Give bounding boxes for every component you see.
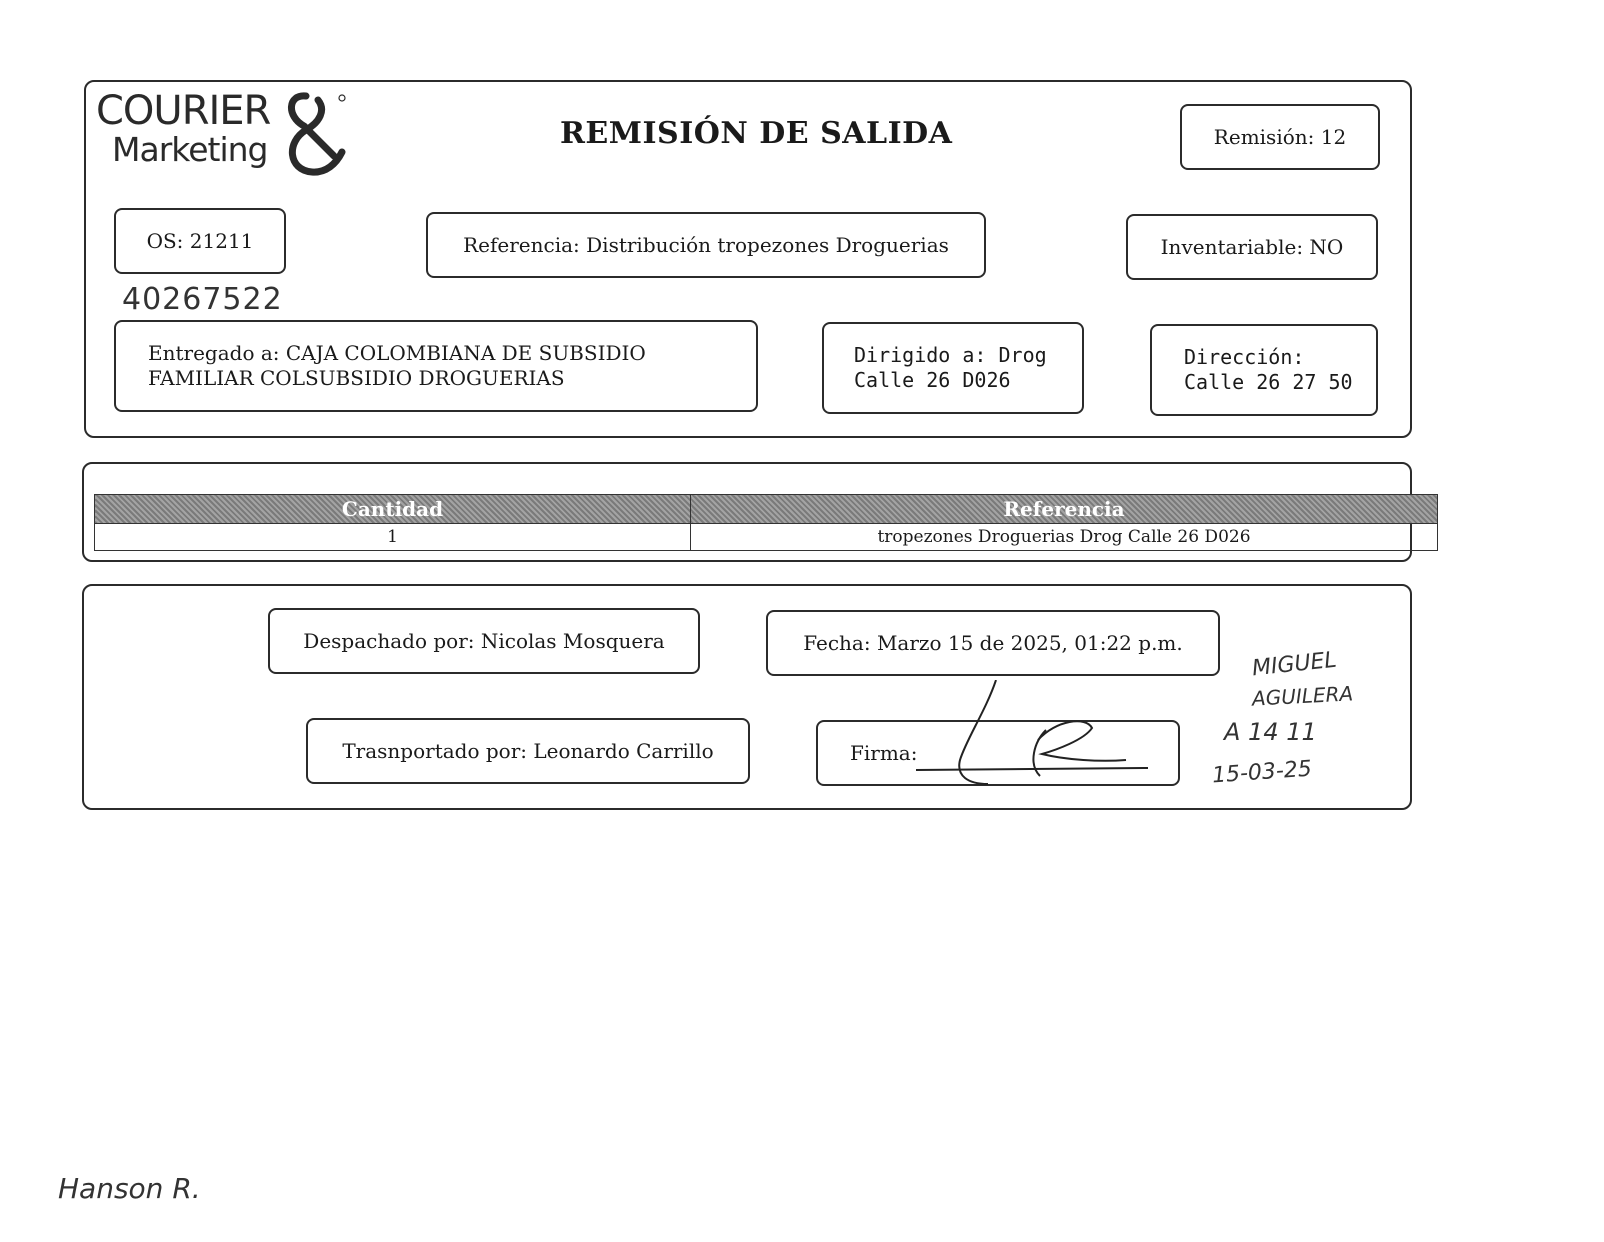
referencia-box xyxy=(426,212,986,278)
remision-box xyxy=(1180,104,1380,170)
handwritten-note-line1: MIGUEL xyxy=(1250,647,1338,682)
items-table xyxy=(94,494,1438,551)
handwritten-number: 40267522 xyxy=(122,282,283,317)
despachado-value: Despachado por: Nicolas Mosquera xyxy=(303,629,665,653)
referencia-value: Referencia: Distribución tropezones Droguerias xyxy=(463,233,949,257)
column-header-referencia: Referencia xyxy=(691,495,1438,524)
logo-line1: COURIER xyxy=(96,88,271,134)
dirigido-line1: Dirigido a: Drog xyxy=(854,343,1047,367)
direccion-box xyxy=(1150,324,1378,416)
fecha-value: Fecha: Marzo 15 de 2025, 01:22 p.m. xyxy=(803,631,1183,655)
signature-graphic xyxy=(916,680,1216,810)
firma-label: Firma: xyxy=(850,741,918,765)
despachado-box xyxy=(268,608,700,674)
direccion-line1: Dirección: xyxy=(1184,345,1305,369)
dirigido-box xyxy=(822,322,1084,414)
handwritten-note-line2: AGUILERA xyxy=(1251,681,1354,711)
transportado-box xyxy=(306,718,750,784)
handwritten-note-line3: A 14 11 xyxy=(1224,718,1317,746)
table-header-row xyxy=(95,495,1438,524)
entregado-box xyxy=(114,320,758,412)
logo-line2: Marketing xyxy=(112,130,268,169)
remision-number: Remisión: 12 xyxy=(1213,125,1347,149)
inventariable-box xyxy=(1126,214,1378,280)
direccion-line2: Calle 26 27 50 xyxy=(1184,370,1353,394)
handwritten-note-date: 15-03-25 xyxy=(1211,756,1313,789)
entregado-line2: FAMILIAR COLSUBSIDIO DROGUERIAS xyxy=(148,366,565,390)
dirigido-line2: Calle 26 D026 xyxy=(854,368,1011,392)
table-row xyxy=(95,524,1438,551)
handwritten-bottom-name: Hanson R. xyxy=(58,1172,201,1205)
courier-marketing-logo xyxy=(92,86,362,182)
transportado-value: Trasnportado por: Leonardo Carrillo xyxy=(342,739,714,763)
entregado-line1: Entregado a: CAJA COLOMBIANA DE SUBSIDIO xyxy=(148,341,646,365)
page-title: REMISIÓN DE SALIDA xyxy=(560,116,953,151)
cell-cantidad: 1 xyxy=(95,524,691,551)
os-box xyxy=(114,208,286,274)
fecha-box xyxy=(766,610,1220,676)
inventariable-value: Inventariable: NO xyxy=(1160,235,1344,259)
ampersand-logo-icon xyxy=(276,86,356,182)
os-number: OS: 21211 xyxy=(146,229,254,253)
column-header-cantidad: Cantidad xyxy=(95,495,691,524)
cell-referencia: tropezones Droguerias Drog Calle 26 D026 xyxy=(691,524,1438,551)
